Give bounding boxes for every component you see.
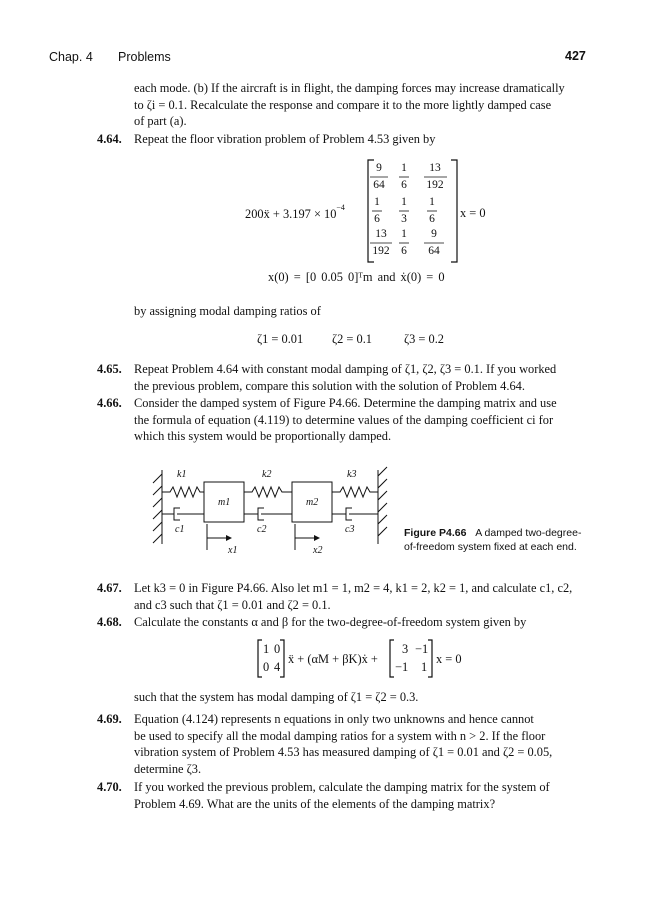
matrix-entry: 64 [428, 245, 440, 257]
matrix-entry: 192 [372, 245, 390, 257]
figure-caption-line: A damped two-degree- [475, 527, 582, 539]
stiffness-matrix-entry: 3 [402, 642, 409, 656]
label-m2: m2 [306, 497, 319, 508]
equation-exponent: −4 [336, 203, 345, 212]
problem-number: 4.65. [97, 362, 122, 376]
label-x2: x2 [313, 545, 323, 556]
matrix-entry: 6 [429, 213, 435, 225]
matrix-entry: 64 [373, 179, 385, 191]
label-c2: c2 [257, 524, 267, 535]
equation-middle: ẍ + (αM + βK)ẋ + [288, 652, 378, 666]
matrix-entry: 6 [401, 245, 407, 257]
equation-lhs-text: 200ẍ + 3.197 × 10 [245, 207, 337, 222]
problem-4-69 [97, 711, 599, 777]
problem-text: Calculate the constants α and β for the two-degree-of-freedom system given by [134, 615, 527, 629]
problem-line: the previous problem, compare this solution with the solution of Problem 4.64. [134, 378, 525, 393]
matrix-entry: 6 [401, 179, 407, 191]
matrix-entry: 1 [429, 196, 435, 208]
problem-number: 4.69. [97, 712, 122, 726]
matrix-entry: 1 [401, 162, 407, 174]
matrix-entry: 1 [401, 228, 407, 240]
label-c3: c3 [345, 524, 355, 535]
matrix-entry: 1 [374, 196, 380, 208]
initial-conditions: x(0) = [0 0.05 0]ᵀm and ẋ(0) = 0 [268, 270, 445, 284]
matrix-entry: 3 [401, 213, 407, 225]
figure-caption-line: of-freedom system fixed at each end. [404, 541, 577, 553]
problem-line: Repeat Problem 4.64 with constant modal damping of ζ1, ζ2, ζ3 = 0.1. If you worked [134, 362, 557, 376]
problem-line: determine ζ3. [134, 761, 202, 776]
label-c1: c1 [175, 524, 185, 535]
matrix-entry: 9 [431, 228, 437, 240]
continuation-line: to ζi = 0.1. Recalculate the response and compare it to the more lightly damped case [134, 97, 552, 112]
label-x1: x1 [228, 545, 238, 556]
problem-4-70 [97, 779, 599, 812]
mass-matrix-entry: 0 [274, 642, 281, 656]
stiffness-matrix-entry: −1 [415, 642, 429, 656]
continuation-line: each mode. (b) If the aircraft is in flight, the damping forces may increase dramatically [134, 81, 565, 95]
zeta-2: ζ2 = 0.1 [332, 332, 372, 346]
problem-text-continued: such that the system has modal damping of ζ1 = ζ2 = 0.3. [134, 690, 419, 704]
mass-matrix-entry: 4 [274, 660, 281, 674]
matrix-entry: 6 [374, 213, 380, 225]
mass-matrix-entry: 1 [263, 642, 270, 656]
page-number: 427 [565, 49, 586, 63]
stiffness-matrix-entry: −1 [395, 660, 409, 674]
problem-text: Repeat the floor vibration problem of Problem 4.53 given by [134, 132, 436, 146]
problem-text-continued: by assigning modal damping ratios of [134, 304, 321, 318]
matrix-entry: 1 [401, 196, 407, 208]
problem-line: Consider the damped system of Figure P4.66. Determine the damping matrix and use [134, 396, 557, 410]
zeta-3: ζ3 = 0.2 [404, 332, 444, 346]
label-k2: k2 [262, 469, 272, 480]
problem-line: Let k3 = 0 in Figure P4.66. Also let m1 = 1, m2 = 4, k1 = 2, k2 = 1, and calculate c1, c2, [134, 581, 573, 595]
stiffness-matrix-entry: 1 [421, 660, 428, 674]
problem-line: which this system would be proportionally damped. [134, 429, 392, 444]
problem-number: 4.68. [97, 615, 122, 629]
matrix-entry: 9 [376, 162, 382, 174]
problem-line: the formula of equation (4.119) to determine values of the damping coefficient ci for [134, 412, 554, 427]
problem-line: Equation (4.124) represents n equations in only two unknowns and hence cannot [134, 712, 534, 726]
problem-number: 4.67. [97, 581, 122, 595]
matrix-entry: 13 [429, 162, 441, 174]
mass-matrix-entry: 0 [263, 660, 270, 674]
equation-rhs: x = 0 [460, 206, 486, 220]
zeta-1: ζ1 = 0.01 [257, 332, 304, 346]
problem-line: be used to specify all the modal damping ratios for a system with n > 2. If the floor [134, 728, 546, 743]
equation-end: x = 0 [436, 652, 462, 666]
problem-line: Problem 4.69. What are the units of the elements of the damping matrix? [134, 796, 496, 811]
figure-caption-title: Figure P4.66 [404, 527, 467, 539]
label-k3: k3 [347, 469, 357, 480]
problem-number: 4.64. [97, 132, 122, 146]
section-label: Problems [118, 50, 171, 64]
label-m1: m1 [218, 497, 231, 508]
problem-number: 4.66. [97, 396, 122, 410]
problem-line: vibration system of Problem 4.53 has measured damping of ζ1 = 0.01 and ζ2 = 0.05, [134, 745, 553, 760]
continuation-line: of part (a). [134, 114, 187, 129]
problem-line: and c3 such that ζ1 = 0.01 and ζ2 = 0.1. [134, 597, 331, 612]
chapter-label: Chap. 4 [49, 50, 93, 64]
matrix-entry: 13 [375, 228, 387, 240]
label-k1: k1 [177, 469, 187, 480]
problem-number: 4.70. [97, 780, 122, 794]
problem-line: If you worked the previous problem, calculate the damping matrix for the system of [134, 780, 550, 794]
matrix-entry: 192 [426, 179, 444, 191]
